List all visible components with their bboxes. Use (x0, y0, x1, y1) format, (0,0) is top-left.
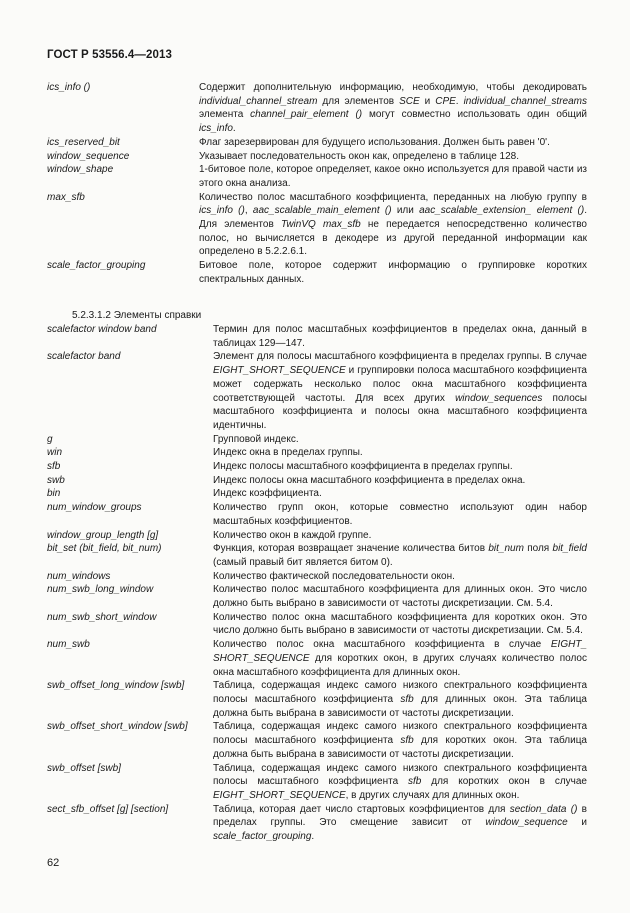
definition-text: Термин для полос масштабных коэффициентов в пределах окна, данный в таблицах 129—147. (213, 324, 587, 349)
definition-text: Указывает последовательность окон как, определено в таблице 128. (199, 150, 519, 162)
definition-row (47, 150, 587, 164)
definition-text: Индекс полосы масштабного коэффициента в пределах группы. (213, 461, 513, 473)
definition-term: max_sfb (47, 191, 85, 203)
definition-row (47, 570, 587, 584)
definition-row (47, 474, 587, 488)
definition-text: Количество полос масштабного коэффициента, переданных на любую группу в ics_info (), aac_scalable_main_element () или aac_scalable_extension_ element (). Для элементов TwinVQ max_sfb не передается непосредственно количество полос, но вычисляется в декодере из другой переданной информации как определено в 5.2.2.6.1. (199, 191, 587, 258)
definition-term: bit_set (bit_field, bit_num) (47, 543, 162, 555)
definition-text: Функция, которая возвращает значение количества битов bit_num поля bit_field (самый правый бит является битом 0). (213, 543, 587, 568)
definition-text: Флаг зарезервирован для будущего использования. Должен быть равен '0'. (199, 136, 550, 148)
definition-text: Таблица, содержащая индекс самого низкого спектрального коэффициента полосы масштабного коэффициента sfb для коротких окон. Эта таблица должна быть выбрана в зависимости от частоты дискретизации. (213, 721, 587, 760)
definition-term: bin (47, 488, 61, 500)
definition-term: num_swb_short_window (47, 611, 157, 623)
page-number: 62 (47, 857, 60, 869)
definition-row (47, 81, 587, 136)
definition-term: window_group_length [g] (47, 529, 159, 541)
definition-text: Таблица, содержащая индекс самого низкого спектрального коэффициента полосы масштабного коэффициента sfb для коротких окон в случае EIGHT_SHORT_SEQUENCE, в других случаях для длинных окон. (213, 762, 587, 801)
definition-text: Содержит дополнительную информацию, необходимую, чтобы декодировать individual_channel_stream для элементов SCE и CPE. individual_channel_streams элемента channel_pair_element () могут совместно использовать один общий ics_info. (199, 82, 588, 135)
definition-term: scalefactor band (47, 351, 121, 363)
definition-row (47, 583, 587, 610)
definition-term: win (47, 447, 63, 459)
definition-term: num_window_groups (47, 502, 142, 514)
definition-row (47, 433, 587, 447)
definition-text: Таблица, содержащая индекс самого низкого спектрального коэффициента полосы масштабного коэффициента sfb для длинных окон. Эта таблица должна быть выбрана в зависимости от частоты дискретизации. (213, 680, 587, 719)
definition-row (47, 487, 587, 501)
definition-row (47, 529, 587, 543)
definition-text: Элемент для полосы масштабного коэффициента в пределах группы. В случае EIGHT_SHORT_SEQUENCE и группировки полоса масштабного коэффициента может содержать несколько полос окна масштабного коэффициента соответствующей частоты. Для всех других window_sequences полосы масштабного коэффициента и полосы окна масштабного коэффициента идентичны. (213, 351, 587, 431)
definition-row (47, 446, 587, 460)
definition-row (47, 679, 587, 720)
definition-term: ics_reserved_bit (47, 136, 120, 148)
definition-row (47, 350, 587, 432)
definition-row (47, 638, 587, 679)
definition-term: g (47, 433, 53, 445)
definition-text: Количество фактической последовательности окон. (213, 570, 455, 582)
definition-text: Таблица, которая дает число стартовых коэффициентов для section_data () в пределах группы. Это смещение зависит от window_sequence и scale_factor_grouping. (213, 803, 587, 843)
definition-text: Количество групп окон, которые совместно используют один набор масштабных коэффициентов. (213, 502, 587, 527)
definition-text: Количество полос масштабного коэффициента для длинных окон. Это число должно быть выбрано в зависимости от частоты дискретизации. См. 5.4. (213, 584, 587, 610)
definition-term: swb_offset_short_window [swb] (47, 721, 188, 733)
definition-row (47, 720, 587, 761)
definition-text: Количество окон в каждой группе. (213, 529, 372, 541)
definition-text: Индекс коэффициента. (213, 488, 322, 500)
definition-term: num_windows (47, 570, 111, 582)
definition-term: sfb (47, 461, 61, 473)
definition-term: window_sequence (47, 150, 130, 162)
definition-row (47, 136, 587, 150)
definition-term: num_swb_long_window (47, 584, 154, 596)
definition-term: window_shape (47, 164, 114, 176)
definition-text: Индекс окна в пределах группы. (213, 447, 363, 459)
definition-term: swb (47, 474, 65, 486)
definition-text: 1-битовое поле, которое определяет, какое окно используется для правой части из этого окна анализа. (199, 164, 587, 189)
subsection-heading: 5.2.3.1.2 Элементы справки (72, 310, 202, 321)
definition-text: Групповой индекс. (213, 433, 299, 445)
definition-text: Количество полос окна масштабного коэффициента для коротких окон. Это число должно быть выбрано в зависимости от частоты дискретизации. См. 5.4. (213, 611, 587, 637)
document-header: ГОСТ Р 53556.4—2013 (47, 49, 172, 61)
definition-text: Индекс полосы окна масштабного коэффициента в пределах окна. (213, 474, 526, 486)
definition-term: scalefactor window band (47, 324, 157, 335)
definition-text: Количество полос окна масштабного коэффициента в случае EIGHT_ SHORT_SEQUENCE для коротких окон, в других случаях количество полос окна масштабного коэффициента для длинных окон. (213, 639, 587, 678)
definition-row (47, 323, 587, 350)
definition-term: ics_info () (47, 82, 91, 93)
definition-row (47, 501, 587, 528)
definition-term: swb_offset [swb] (47, 762, 121, 774)
definition-text: Битовое поле, которое содержит информацию о группировке коротких спектральных данных. (199, 260, 587, 285)
definition-term: swb_offset_long_window [swb] (47, 680, 185, 692)
definition-term: num_swb (47, 639, 90, 651)
definition-row (47, 611, 587, 638)
definitions-list-2 (47, 323, 587, 844)
definitions-list-1 (47, 81, 587, 287)
definition-row (47, 259, 587, 286)
definition-row (47, 762, 587, 803)
definition-term: sect_sfb_offset [g] [section] (47, 803, 169, 815)
definition-row (47, 542, 587, 569)
definition-term: scale_factor_grouping (47, 260, 146, 272)
definition-row (47, 191, 587, 260)
definition-row (47, 803, 587, 844)
definition-row (47, 163, 587, 190)
definition-row (47, 460, 587, 474)
